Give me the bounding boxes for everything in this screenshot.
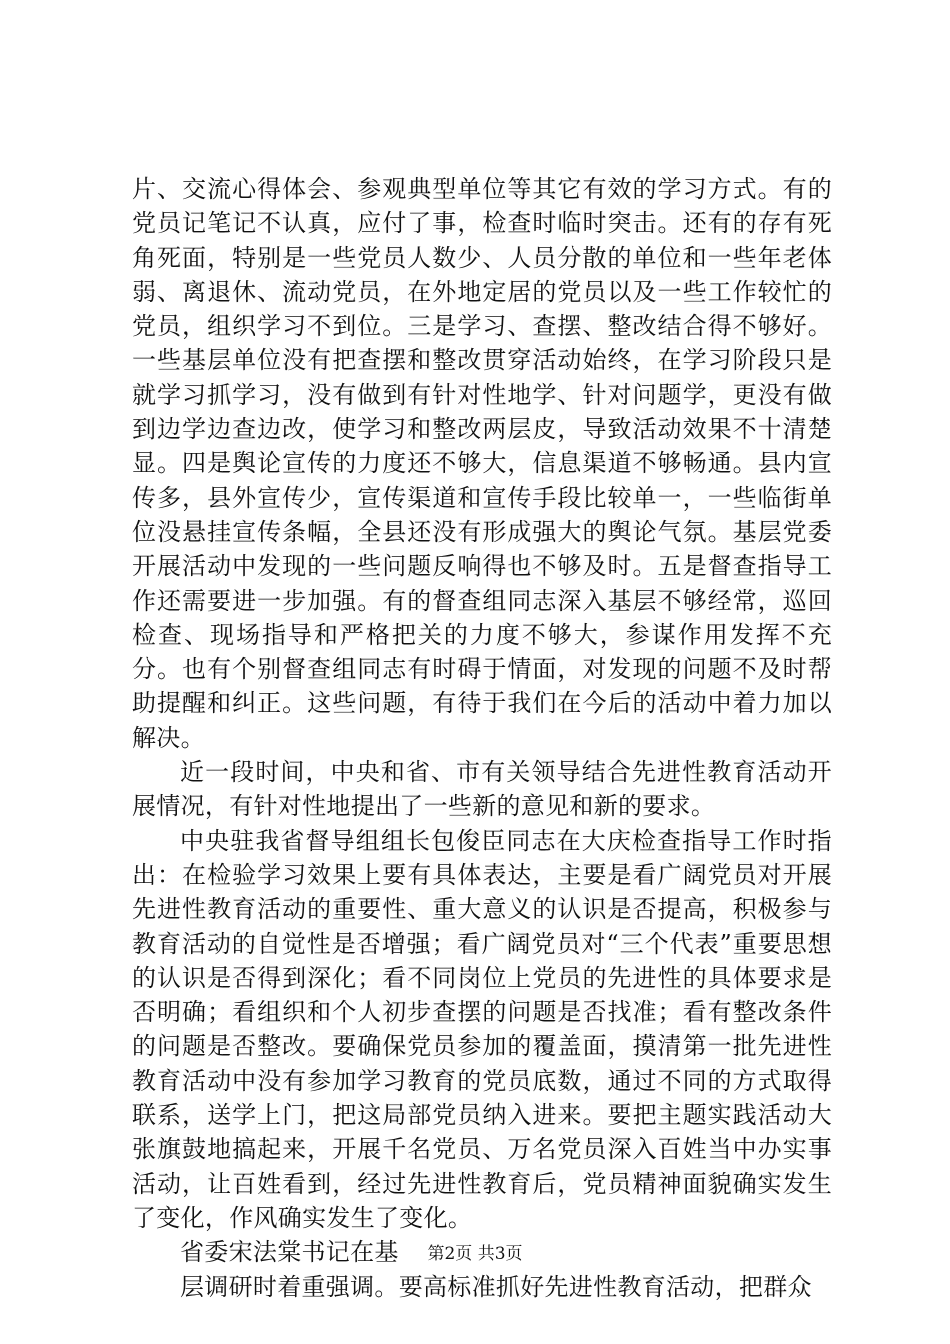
paragraph: 省委宋法棠书记在基: [180, 1238, 399, 1267]
page-footer: [0, 1244, 950, 1264]
paragraph: 中央驻我省督导组组长包俊臣同志在大庆检查指导工作时指出：在检验学习效果上要有具体表达，主要是看广阔党员对开展先进性教育活动的重要性、重大意义的认识是否提高，积极参与教育活动的自觉性是否增强；看广阔党员对“三个代表”重要思想的认识是否得到深化；看不同岗位上党员的先进性的具体要求是否明确；看组织和个人初步查摆的问题是否找准；看有整改条件的问题是否整改。要确保党员参加的覆盖面，摸清第一批先进性教育活动中没有参加学习教育的党员底数，通过不同的方式取得联系，送学上门，把这局部党员纳入进来。要把主题实践活动大张旗鼓地搞起来，开展千名党员、万名党员深入百姓当中办实事活动，让百姓看到，经过先进性教育后，党员精神面貌确实发生了变化，作风确实发生了变化。: [132, 826, 832, 1232]
paragraph: 层调研时着重强调。要高标准抓好先进性教育活动，把群众: [180, 1272, 812, 1301]
document-body: [132, 172, 832, 1304]
paragraph: 近一段时间，中央和省、市有关领导结合先进性教育活动开展情况，有针对性地提出了一些新的意见和新的要求。: [132, 758, 832, 821]
paragraph: 片、交流心得体会、参观典型单位等其它有效的学习方式。有的党员记笔记不认真，应付了事，检查时临时突击。还有的存有死角死面，特别是一些党员人数少、人员分散的单位和一些年老体弱、离退休、流动党员，在外地定居的党员以及一些工作较忙的党员，组织学习不到位。三是学习、查摆、整改结合得不够好。一些基层单位没有把查摆和整改贯穿活动始终，在学习阶段只是就学习抓学习，没有做到有针对性地学、针对问题学，更没有做到边学边查边改，使学习和整改两层皮，导致活动效果不十清楚显。四是舆论宣传的力度还不够大，信息渠道不够畅通。县内宣传多，县外宣传少，宣传渠道和宣传手段比较单一，一些临街单位没悬挂宣传条幅，全县还没有形成强大的舆论气氛。基层党委开展活动中发现的一些问题反响得也不够及时。五是督查指导工作还需要进一步加强。有的督查组同志深入基层不够经常，巡回检查、现场指导和严格把关的力度不够大，参谋作用发挥不充分。也有个别督查组同志有时碍于情面，对发现的问题不及时帮助提醒和纠正。这些问题，有待于我们在今后的活动中着力加以解决。: [132, 175, 832, 752]
page-number: 第2页 共3页: [427, 1244, 523, 1264]
